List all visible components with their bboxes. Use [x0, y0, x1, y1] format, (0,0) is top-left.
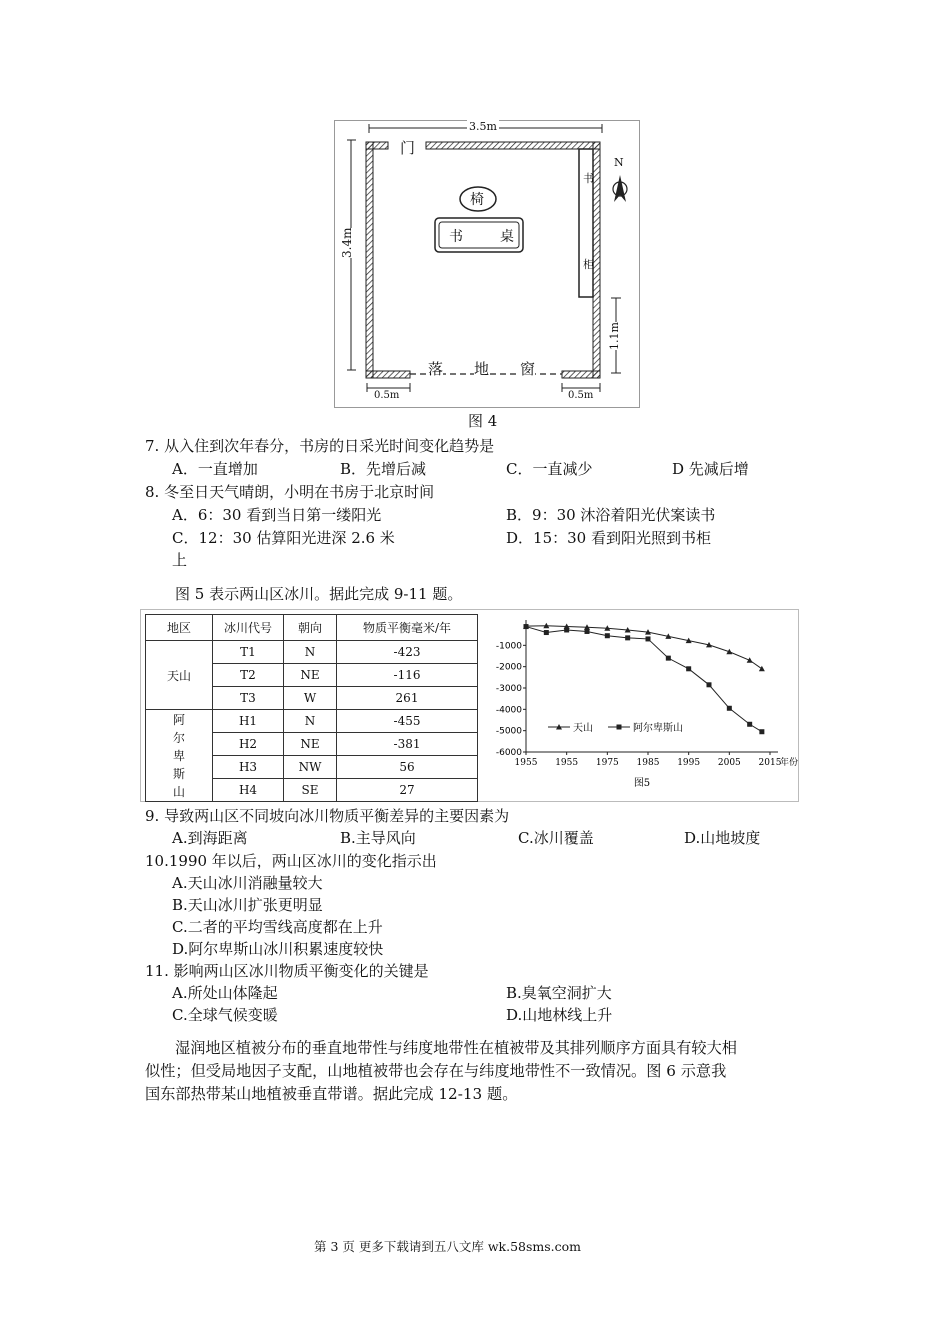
data-point-alps — [564, 627, 569, 632]
table-header: 朝向 — [284, 615, 337, 641]
y-tick-label: -4000 — [495, 705, 522, 716]
wall-bottom-right — [562, 371, 600, 378]
window-label-1: 落 — [428, 360, 444, 378]
series-line-2 — [526, 627, 762, 732]
table-cell: N — [284, 641, 337, 664]
q9-option-d: D.山地坡度 — [684, 829, 761, 847]
right-bottom-label: 0.5m — [568, 390, 594, 401]
table-cell: H4 — [213, 779, 284, 802]
table-cell: H1 — [213, 710, 284, 733]
table-cell: H3 — [213, 756, 284, 779]
y-tick-label: -2000 — [495, 662, 522, 673]
q7-option-a: A．一直增加 — [172, 460, 258, 478]
legend-marker-alps — [617, 725, 622, 730]
data-point-alps — [759, 729, 764, 734]
table-cell: N — [284, 710, 337, 733]
data-point-alps — [707, 682, 712, 687]
legend-label-tianshan: 天山 — [573, 723, 593, 734]
table-header: 物质平衡毫米/年 — [337, 615, 478, 641]
wall-right — [593, 142, 600, 378]
data-point-alps — [524, 624, 529, 629]
x-tick-label: 1995 — [677, 758, 701, 768]
left-bottom-label: 0.5m — [374, 390, 400, 401]
wall-top-right — [426, 142, 600, 149]
table-row — [146, 641, 478, 664]
q11-option-d: D.山地林线上升 — [506, 1006, 613, 1024]
x-axis-label: 年份 — [780, 758, 799, 768]
q11-option-b: B.臭氧空洞扩大 — [506, 984, 612, 1002]
table-cell: NW — [284, 756, 337, 779]
glacier-table — [145, 614, 478, 802]
data-point-tianshan — [747, 657, 753, 663]
q10-option-b: B.天山冰川扩张更明显 — [172, 896, 323, 914]
table-cell: -423 — [337, 641, 478, 664]
table-cell: -381 — [337, 733, 478, 756]
y-tick-label: -6000 — [495, 748, 522, 758]
desk-label-1: 书 — [449, 229, 463, 245]
table-cell: 27 — [337, 779, 478, 802]
data-point-alps — [625, 635, 630, 640]
series-line-1 — [526, 626, 762, 669]
x-tick-label: 2015 — [758, 758, 782, 768]
shelf-label-1: 书 — [583, 172, 594, 185]
figure-4-caption: 图 4 — [468, 412, 498, 430]
window-label-3: 窗 — [520, 360, 536, 378]
q8-option-c: C．12：30 估算阳光进深 2.6 米 — [172, 529, 395, 547]
table-cell: T1 — [213, 641, 284, 664]
table-cell: H2 — [213, 733, 284, 756]
x-tick-label: 1955 — [514, 758, 538, 768]
q8-option-c-cont: 上 — [172, 551, 188, 569]
q9-option-b: B.主导风向 — [340, 829, 416, 847]
paragraph-line-2: 似性；但受局地因子支配，山地植被带也会存在与纬度地带性不一致情况。图 6 示意我 — [145, 1062, 727, 1080]
q10-option-a: A.天山冰川消融量较大 — [172, 874, 323, 892]
data-point-alps — [727, 706, 732, 711]
table-cell: -116 — [337, 664, 478, 687]
x-tick-label: 1985 — [636, 758, 660, 768]
q7-stem: 7. 从入住到次年春分，书房的日采光时间变化趋势是 — [145, 437, 495, 455]
chair-label: 椅 — [470, 192, 484, 208]
north-label: N — [614, 156, 624, 169]
wall-left — [366, 142, 373, 378]
table-cell: T3 — [213, 687, 284, 710]
table-header: 冰川代号 — [213, 615, 284, 641]
table-row — [146, 710, 478, 733]
paragraph-line-3: 国东部热带某山地植被垂直带谱。据此完成 12-13 题。 — [145, 1085, 518, 1103]
data-point-tianshan — [759, 666, 765, 672]
x-tick-label: 1975 — [595, 758, 619, 768]
table-cell: T2 — [213, 664, 284, 687]
data-point-alps — [585, 629, 590, 634]
window-label-2: 地 — [474, 360, 490, 378]
table-header-row — [146, 615, 478, 641]
table-cell: 261 — [337, 687, 478, 710]
table-cell: NE — [284, 664, 337, 687]
table-cell: SE — [284, 779, 337, 802]
region-alps-cell — [146, 710, 213, 802]
legend-label-alps: 阿尔卑斯山 — [633, 723, 683, 734]
q7-option-b: B．先增后减 — [340, 460, 427, 478]
q10-option-d: D.阿尔卑斯山冰川积累速度较快 — [172, 940, 384, 958]
q9-option-a: A.到海距离 — [172, 829, 248, 847]
table-cell: 56 — [337, 756, 478, 779]
table-cell: W — [284, 687, 337, 710]
data-point-alps — [686, 666, 691, 671]
data-point-alps — [646, 636, 651, 641]
region-alps: 阿尔卑斯山 — [172, 712, 185, 799]
q8-option-b: B．9：30 沐浴着阳光伏案读书 — [506, 506, 716, 524]
paragraph-line-1: 湿润地区植被分布的垂直地带性与纬度地带性在植被带及其排列顺序方面具有较大相 — [175, 1039, 737, 1057]
q8-option-d: D．15：30 看到阳光照到书柜 — [506, 529, 711, 547]
door-label: 门 — [400, 139, 416, 157]
north-arrow-icon — [613, 175, 627, 202]
q10-stem: 10.1990 年以后，两山区冰川的变化指示出 — [145, 852, 437, 870]
q9-option-c: C.冰川覆盖 — [518, 829, 594, 847]
region-tianshan: 天山 — [146, 641, 213, 710]
desk-label-2: 桌 — [500, 229, 514, 245]
q8-option-a: A．6：30 看到当日第一缕阳光 — [172, 506, 382, 524]
data-point-alps — [666, 656, 671, 661]
x-tick-label: 2005 — [717, 758, 741, 768]
chart-title: 图5 — [633, 778, 651, 789]
q7-option-c: C．一直减少 — [506, 460, 593, 478]
page-footer: 第 3 页 更多下载请到五八文库 wk.58sms.com — [314, 1239, 582, 1254]
y-tick-label: -1000 — [495, 641, 522, 652]
table-header: 地区 — [146, 615, 213, 641]
glacier-chart — [490, 612, 799, 798]
shelf-label-2: 柜 — [583, 258, 594, 271]
q11-option-a: A.所处山体隆起 — [172, 984, 278, 1002]
q7-option-d: D 先减后增 — [672, 460, 749, 478]
right-gap-label: 1.1m — [608, 322, 621, 350]
figure-5-intro: 图 5 表示两山区冰川。据此完成 9-11 题。 — [175, 585, 463, 603]
table-cell: NE — [284, 733, 337, 756]
q11-stem: 11. 影响两山区冰川物质平衡变化的关键是 — [145, 962, 429, 980]
wall-bottom-left — [366, 371, 410, 378]
width-label: 3.5m — [469, 120, 497, 133]
q9-stem: 9. 导致两山区不同坡向冰川物质平衡差异的主要因素为 — [145, 807, 510, 825]
x-tick-label: 1955 — [555, 758, 579, 768]
y-tick-label: -5000 — [495, 726, 522, 737]
q10-option-c: C.二者的平均雪线高度都在上升 — [172, 918, 383, 936]
data-point-alps — [747, 722, 752, 727]
data-point-alps — [544, 630, 549, 635]
q11-option-c: C.全球气候变暖 — [172, 1006, 278, 1024]
q8-stem: 8. 冬至日天气晴朗，小明在书房于北京时间 — [145, 483, 435, 501]
data-point-alps — [605, 633, 610, 638]
table-cell: -455 — [337, 710, 478, 733]
y-tick-label: -3000 — [495, 684, 522, 694]
height-label: 3.4m — [340, 227, 354, 258]
